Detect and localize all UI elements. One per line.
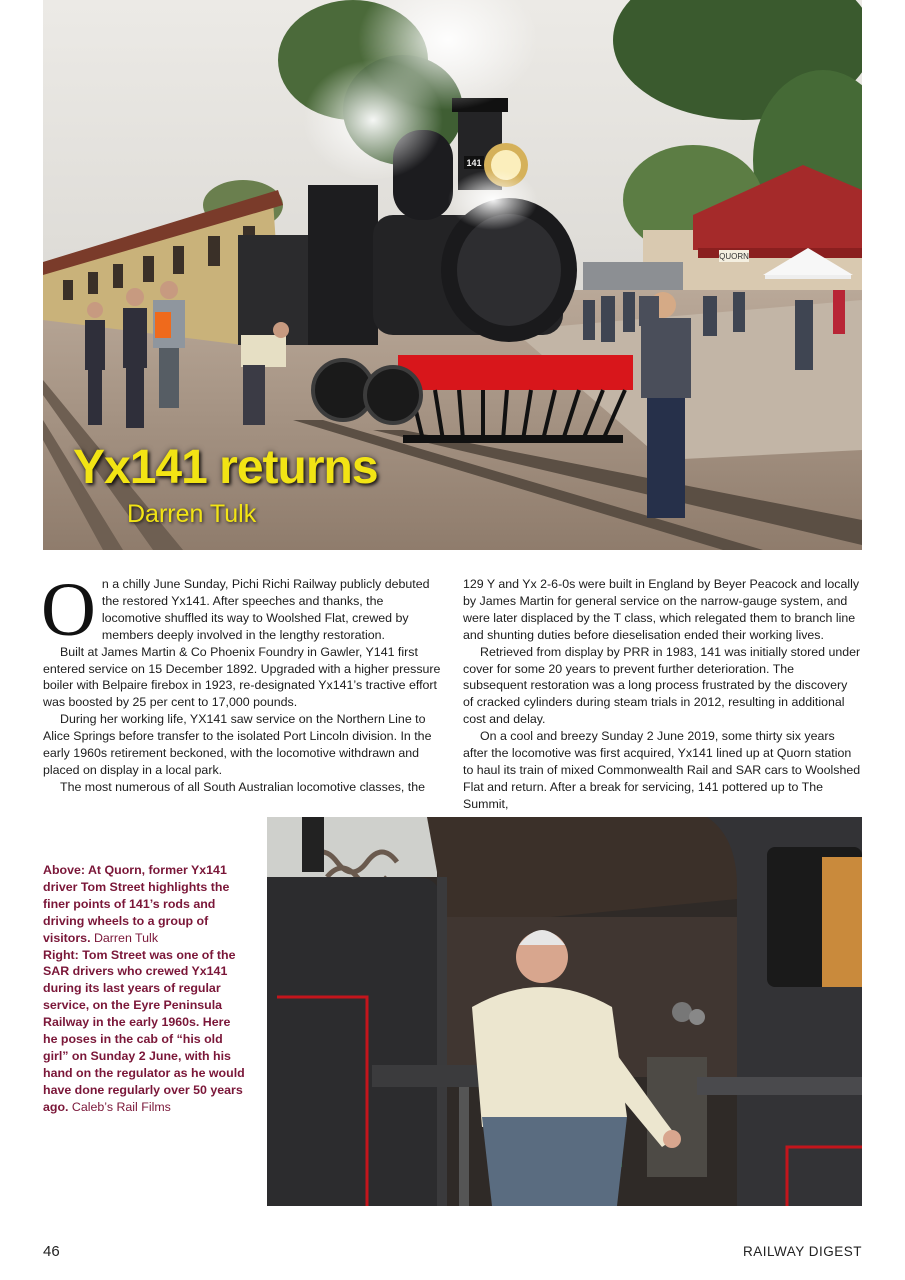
caption-right-label: Right: — [43, 947, 79, 962]
paragraph: During her working life, YX141 saw service on the Northern Line to Alice Springs before transfer to the isolated Port Lincoln division. In the early 1960s retirement beckoned, with the locomotive withdrawn and placed on display in a local park. — [43, 712, 432, 777]
paragraph — [41, 568, 441, 652]
cab-illustration — [267, 817, 862, 1206]
article-byline: Darren Tulk — [127, 500, 257, 528]
paragraph: Built at James Martin & Co Phoenix Foundry in Gawler, Y141 first entered service on 15 December 1892. Upgraded with a higher pressure boiler with Belpaire firebox in 1923, re-designated Yx141’s tractive effort was boosted by 25 per cent to 17,000 pounds. — [43, 644, 441, 710]
caption-right-text: Tom Street was one of the SAR drivers who crewed Yx141 during its last years of regular service, on the Eyre Peninsula Railway in the early 1960s. Here he poses in the cab of “his old girl” on Sunday 2 June, with his hand on the regulator as he would have done regularly over 50 years ago. — [43, 947, 245, 1114]
paragraph: The most numerous of all South Australian locomotive classes, the — [60, 779, 426, 794]
drop-cap: O — [41, 568, 96, 652]
caption-right-credit: Caleb’s Rail Films — [71, 1099, 171, 1114]
paragraph-text: n a chilly June Sunday, Pichi Richi Railway publicly debuted the restored Yx141. After speeches and thanks, the locomotive shuffled its way to Woolshed Flat, crewed by members deeply involved in the lengthy restoration. — [101, 577, 430, 642]
photo-caption — [43, 862, 248, 1116]
caption-above-text: At Quorn, former Yx141 driver Tom Street highlights the finer points of 141’s rods and driving wheels to a group of visitors. — [43, 863, 230, 945]
article-title: Yx141 returns — [73, 441, 378, 494]
loco-number: 141 — [466, 158, 482, 168]
magazine-name: RAILWAY DIGEST — [742, 1244, 862, 1259]
cab-photo — [267, 817, 862, 1206]
page-number: 46 — [43, 1243, 60, 1260]
paragraph: 129 Y and Yx 2-6-0s were built in England by Beyer Peacock and locally by James Martin for general service on the narrow-gauge system, and were later displaced by the T class, which relegated them to branch line and shunting duties before dieselisation ended their working lives. — [463, 577, 860, 642]
hero-photo — [43, 0, 862, 550]
article-column-right — [463, 576, 861, 813]
caption-above-label: Above: — [43, 863, 85, 877]
paragraph: Retrieved from display by PRR in 1983, 141 was initially stored under cover for some 20 years to prevent further deterioration. The subsequent restoration was a long process frustrated by the discovery of cracked cylinders during steam trials in 2012, resulting in additional cost and delay. — [463, 644, 861, 727]
station-sign: QUORN — [719, 252, 749, 261]
caption-above-credit: Darren Tulk — [93, 930, 159, 945]
article-column-left — [41, 568, 441, 796]
paragraph: On a cool and breezy Sunday 2 June 2019, some thirty six years after the locomotive was first acquired, Yx141 lined up at Quorn station to haul its train of mixed Commonwealth Rail and SAR cars to Woolshed Flat and return. After a break for servicing, 141 pottered up to The Summit, — [463, 729, 861, 811]
